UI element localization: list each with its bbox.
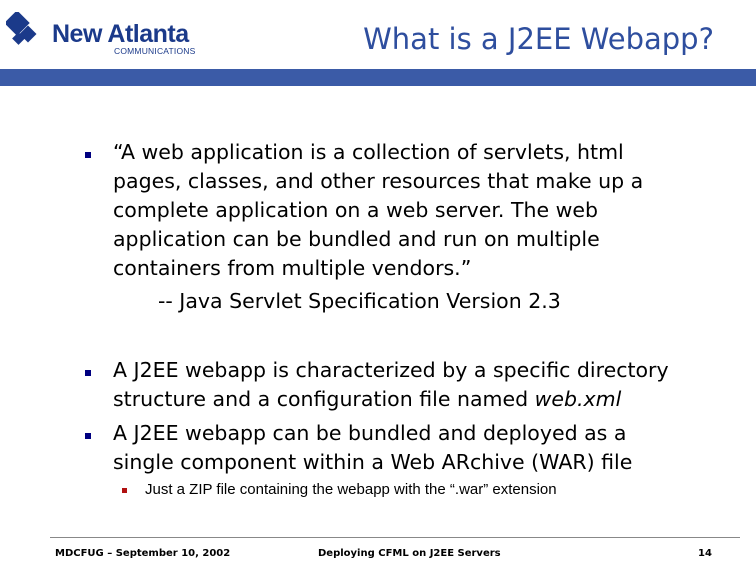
bullet-quote bbox=[113, 138, 643, 316]
footer-presentation-title: Deploying CFML on J2EE Servers bbox=[318, 548, 501, 559]
bullet-marker bbox=[85, 433, 91, 439]
filename-emphasis: web.xml bbox=[534, 387, 622, 411]
quote-line: application can be bundled and run on multiple bbox=[113, 227, 600, 251]
bullet-line: single component within a Web ARchive (WAR) file bbox=[113, 450, 633, 474]
sub-bullet-text: Just a ZIP file containing the webapp with the “.war” extension bbox=[145, 481, 557, 498]
logo-name: New Atlanta bbox=[52, 20, 189, 48]
sub-bullet-marker bbox=[122, 488, 127, 493]
bullet-marker bbox=[85, 370, 91, 376]
page-number: 14 bbox=[698, 548, 712, 559]
quote-attribution: -- Java Servlet Specification Version 2.3 bbox=[158, 289, 561, 313]
bullet-directory bbox=[113, 356, 669, 414]
bullet-line-text: structure and a configuration file named bbox=[113, 387, 535, 411]
footer-rule bbox=[50, 537, 740, 538]
bullet-war bbox=[113, 419, 632, 477]
bullet-line bbox=[113, 385, 669, 414]
quote-line: complete application on a web server. The web bbox=[113, 198, 598, 222]
title-rule bbox=[0, 69, 756, 86]
logo-subtitle: COMMUNICATIONS bbox=[114, 46, 196, 56]
quote-line: containers from multiple vendors.” bbox=[113, 256, 472, 280]
logo-mark-icon bbox=[6, 12, 50, 56]
bullet-line: A J2EE webapp can be bundled and deployed as a bbox=[113, 421, 627, 445]
quote-line: pages, classes, and other resources that make up a bbox=[113, 169, 644, 193]
quote-line: “A web application is a collection of servlets, html bbox=[113, 140, 624, 164]
bullet-line: A J2EE webapp is characterized by a specific directory bbox=[113, 358, 669, 382]
company-logo bbox=[6, 10, 206, 60]
slide-title: What is a J2EE Webapp? bbox=[363, 22, 714, 56]
footer-event: MDCFUG – September 10, 2002 bbox=[55, 548, 231, 559]
bullet-marker bbox=[85, 152, 91, 158]
